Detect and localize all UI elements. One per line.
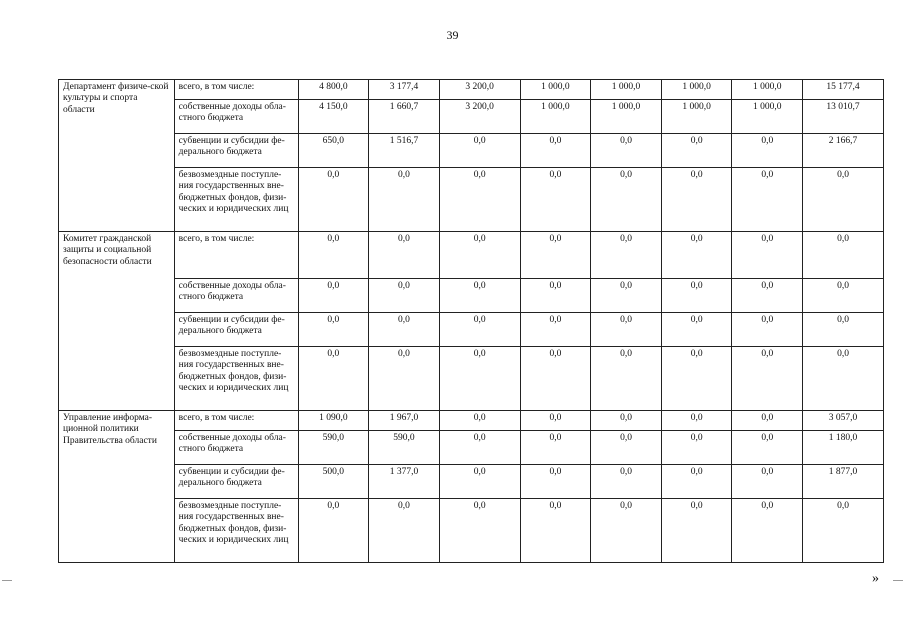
funding-source-cell: собственные доходы обла-стного бюджета <box>174 279 298 313</box>
year-value-cell: 1 000,0 <box>661 100 732 134</box>
year-value-cell: 4 150,0 <box>298 100 369 134</box>
total-value-cell: 1 877,0 <box>803 465 884 499</box>
organization-cell: Департамент физиче-ской культуры и спорта области <box>59 80 175 232</box>
year-value-cell: 0,0 <box>520 232 591 279</box>
year-value-cell: 500,0 <box>298 465 369 499</box>
table-row <box>59 168 884 232</box>
year-value-cell: 0,0 <box>591 499 662 563</box>
year-value-cell: 0,0 <box>369 313 440 347</box>
year-value-cell: 0,0 <box>591 465 662 499</box>
total-value-cell: 0,0 <box>803 313 884 347</box>
year-value-cell: 0,0 <box>661 465 732 499</box>
year-value-cell: 0,0 <box>732 411 803 431</box>
year-value-cell: 0,0 <box>732 313 803 347</box>
year-value-cell: 0,0 <box>298 279 369 313</box>
year-value-cell: 4 800,0 <box>298 80 369 100</box>
year-value-cell: 650,0 <box>298 134 369 168</box>
table-row <box>59 232 884 279</box>
year-value-cell: 0,0 <box>439 279 520 313</box>
year-value-cell: 0,0 <box>369 279 440 313</box>
total-value-cell: 15 177,4 <box>803 80 884 100</box>
scan-edge-mark-right <box>893 580 903 581</box>
year-value-cell: 1 000,0 <box>591 100 662 134</box>
year-value-cell: 1 516,7 <box>369 134 440 168</box>
year-value-cell: 0,0 <box>520 168 591 232</box>
year-value-cell: 0,0 <box>732 279 803 313</box>
budget-table-body <box>59 80 884 563</box>
year-value-cell: 0,0 <box>661 431 732 465</box>
year-value-cell: 0,0 <box>298 347 369 411</box>
funding-source-cell: собственные доходы обла-стного бюджета <box>174 431 298 465</box>
funding-source-cell: безвозмездные поступле-ния государственных вне-бюджетных фондов, физи-ческих и юридических лиц <box>174 347 298 411</box>
year-value-cell: 0,0 <box>591 232 662 279</box>
funding-source-cell: всего, в том числе: <box>174 411 298 431</box>
year-value-cell: 0,0 <box>661 134 732 168</box>
year-value-cell: 0,0 <box>520 499 591 563</box>
funding-source-cell: безвозмездные поступле-ния государственных вне-бюджетных фондов, физи-ческих и юридических лиц <box>174 168 298 232</box>
page-number: 39 <box>446 28 459 42</box>
funding-source-cell: собственные доходы обла-стного бюджета <box>174 100 298 134</box>
table-row <box>59 411 884 431</box>
year-value-cell: 0,0 <box>439 499 520 563</box>
total-value-cell: 13 010,7 <box>803 100 884 134</box>
total-value-cell: 0,0 <box>803 499 884 563</box>
year-value-cell: 0,0 <box>439 313 520 347</box>
organization-cell: Комитет гражданской защиты и социальной безопасности области <box>59 232 175 411</box>
funding-source-cell: субвенции и субсидии фе-дерального бюджета <box>174 134 298 168</box>
year-value-cell: 0,0 <box>369 168 440 232</box>
year-value-cell: 0,0 <box>520 134 591 168</box>
year-value-cell: 0,0 <box>591 279 662 313</box>
year-value-cell: 3 177,4 <box>369 80 440 100</box>
table-row <box>59 100 884 134</box>
year-value-cell: 590,0 <box>369 431 440 465</box>
year-value-cell: 0,0 <box>591 134 662 168</box>
year-value-cell: 0,0 <box>520 431 591 465</box>
year-value-cell: 0,0 <box>298 313 369 347</box>
year-value-cell: 0,0 <box>732 465 803 499</box>
year-value-cell: 1 090,0 <box>298 411 369 431</box>
funding-source-cell: субвенции и субсидии фе-дерального бюджета <box>174 465 298 499</box>
year-value-cell: 0,0 <box>439 431 520 465</box>
year-value-cell: 590,0 <box>298 431 369 465</box>
table-row <box>59 313 884 347</box>
year-value-cell: 0,0 <box>369 347 440 411</box>
table-row <box>59 465 884 499</box>
year-value-cell: 0,0 <box>591 313 662 347</box>
year-value-cell: 1 967,0 <box>369 411 440 431</box>
table-row <box>59 499 884 563</box>
year-value-cell: 1 000,0 <box>732 100 803 134</box>
table-row <box>59 80 884 100</box>
year-value-cell: 0,0 <box>661 347 732 411</box>
year-value-cell: 0,0 <box>661 499 732 563</box>
funding-source-cell: всего, в том числе: <box>174 232 298 279</box>
total-value-cell: 0,0 <box>803 279 884 313</box>
year-value-cell: 0,0 <box>520 347 591 411</box>
year-value-cell: 1 000,0 <box>520 100 591 134</box>
budget-table <box>58 79 884 563</box>
year-value-cell: 0,0 <box>732 347 803 411</box>
year-value-cell: 3 200,0 <box>439 100 520 134</box>
year-value-cell: 0,0 <box>298 232 369 279</box>
year-value-cell: 0,0 <box>298 168 369 232</box>
year-value-cell: 0,0 <box>661 232 732 279</box>
year-value-cell: 0,0 <box>439 168 520 232</box>
year-value-cell: 0,0 <box>661 313 732 347</box>
year-value-cell: 0,0 <box>732 168 803 232</box>
year-value-cell: 0,0 <box>661 411 732 431</box>
table-row <box>59 279 884 313</box>
year-value-cell: 0,0 <box>520 411 591 431</box>
year-value-cell: 0,0 <box>661 279 732 313</box>
funding-source-cell: безвозмездные поступле-ния государственных вне-бюджетных фондов, физи-ческих и юридических лиц <box>174 499 298 563</box>
year-value-cell: 0,0 <box>732 134 803 168</box>
year-value-cell: 3 200,0 <box>439 80 520 100</box>
year-value-cell: 0,0 <box>732 232 803 279</box>
total-value-cell: 2 166,7 <box>803 134 884 168</box>
scan-edge-mark-left <box>2 580 12 581</box>
year-value-cell: 1 000,0 <box>591 80 662 100</box>
year-value-cell: 0,0 <box>439 347 520 411</box>
year-value-cell: 0,0 <box>520 279 591 313</box>
year-value-cell: 0,0 <box>591 411 662 431</box>
table-row <box>59 347 884 411</box>
total-value-cell: 0,0 <box>803 347 884 411</box>
year-value-cell: 1 660,7 <box>369 100 440 134</box>
year-value-cell: 1 377,0 <box>369 465 440 499</box>
total-value-cell: 3 057,0 <box>803 411 884 431</box>
year-value-cell: 0,0 <box>369 499 440 563</box>
year-value-cell: 0,0 <box>439 411 520 431</box>
funding-source-cell: субвенции и субсидии фе-дерального бюджета <box>174 313 298 347</box>
year-value-cell: 0,0 <box>591 168 662 232</box>
total-value-cell: 0,0 <box>803 232 884 279</box>
year-value-cell: 0,0 <box>732 499 803 563</box>
year-value-cell: 0,0 <box>298 499 369 563</box>
year-value-cell: 0,0 <box>591 431 662 465</box>
year-value-cell: 0,0 <box>439 232 520 279</box>
year-value-cell: 0,0 <box>661 168 732 232</box>
organization-cell: Управление информа-ционной политики Правительства области <box>59 411 175 563</box>
year-value-cell: 1 000,0 <box>520 80 591 100</box>
year-value-cell: 0,0 <box>520 465 591 499</box>
total-value-cell: 1 180,0 <box>803 431 884 465</box>
continuation-mark: » <box>872 571 879 586</box>
year-value-cell: 0,0 <box>591 347 662 411</box>
year-value-cell: 0,0 <box>439 465 520 499</box>
table-row <box>59 431 884 465</box>
year-value-cell: 1 000,0 <box>661 80 732 100</box>
year-value-cell: 0,0 <box>369 232 440 279</box>
year-value-cell: 0,0 <box>732 431 803 465</box>
year-value-cell: 1 000,0 <box>732 80 803 100</box>
year-value-cell: 0,0 <box>439 134 520 168</box>
funding-source-cell: всего, в том числе: <box>174 80 298 100</box>
table-row <box>59 134 884 168</box>
year-value-cell: 0,0 <box>520 313 591 347</box>
total-value-cell: 0,0 <box>803 168 884 232</box>
